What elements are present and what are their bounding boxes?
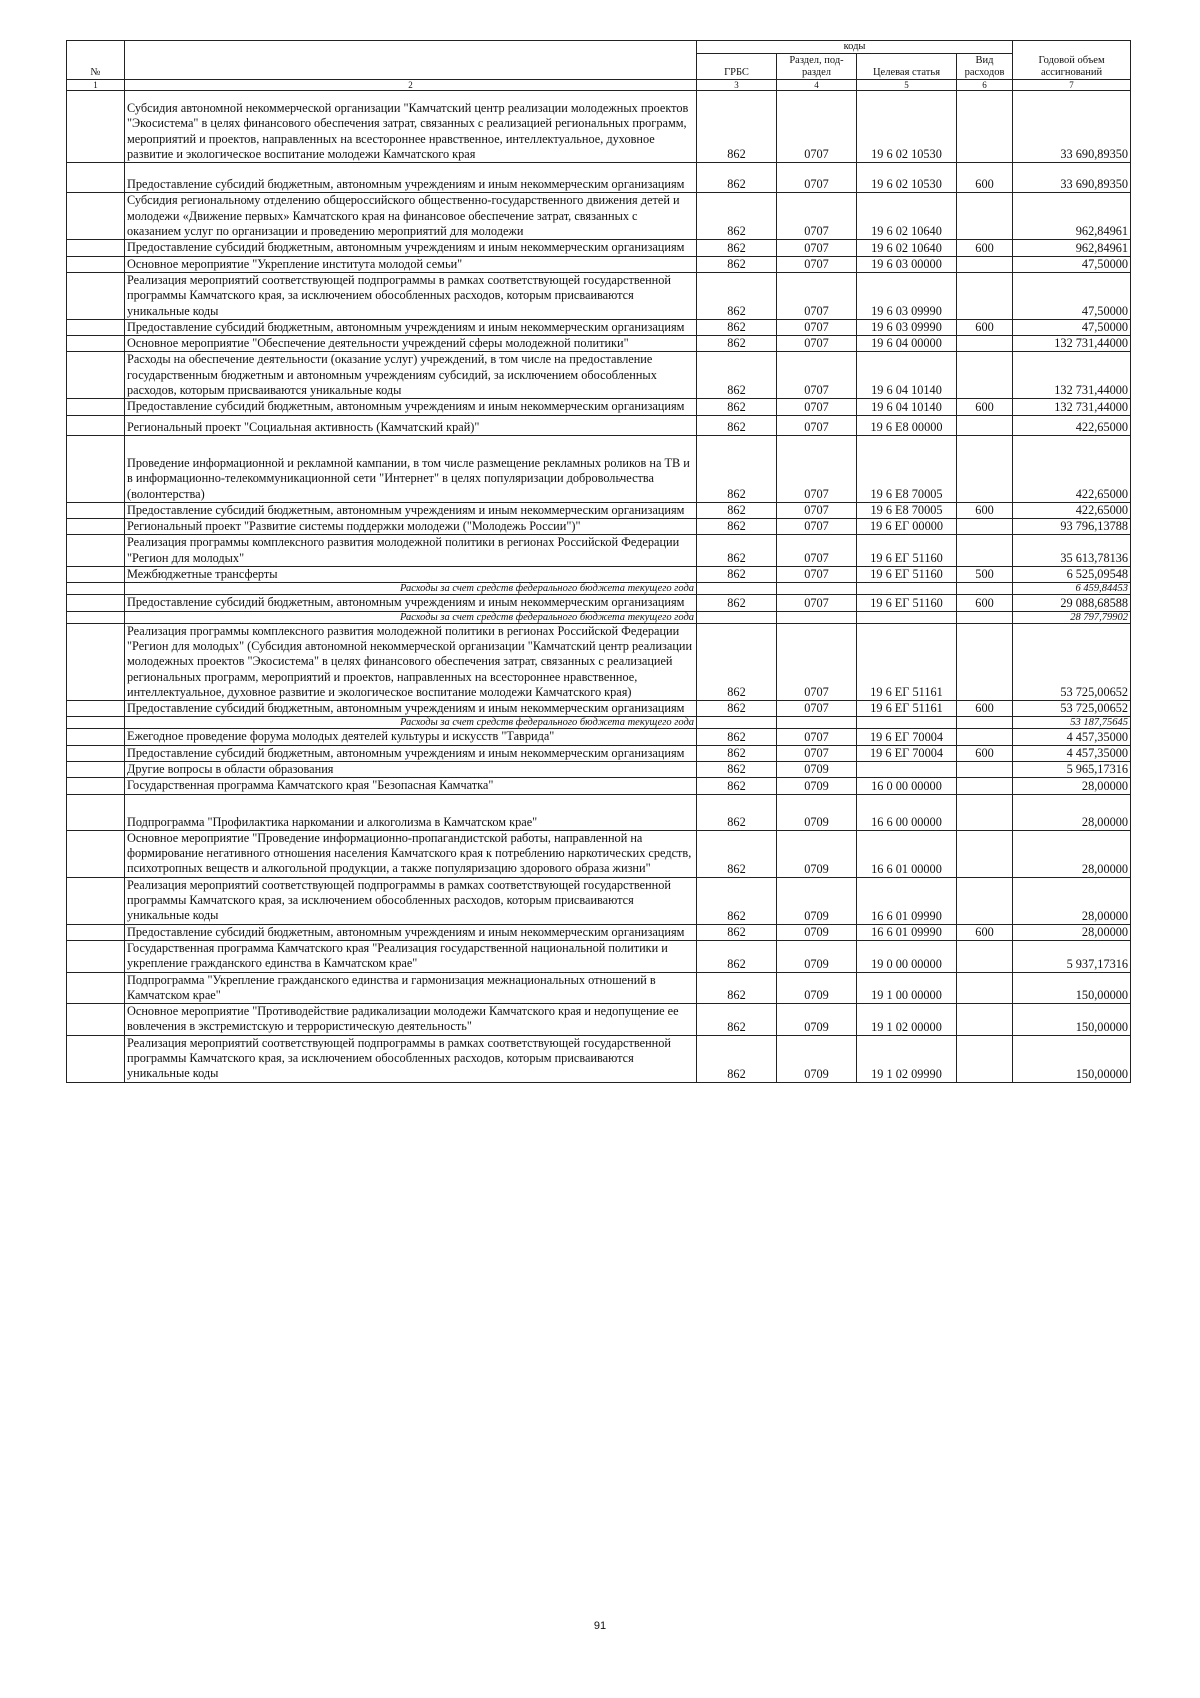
- row-num-cell: [67, 415, 125, 435]
- annual-amount: 33 690,89350: [1013, 91, 1131, 163]
- kind-code: [957, 193, 1013, 240]
- expense-name: Государственная программа Камчатского края "Реализация государственной национальной политики и укрепление гражданского единства в Камчатском крае": [125, 940, 697, 972]
- section-code: 0707: [777, 91, 857, 163]
- expense-name: Основное мероприятие "Проведение информационно-пропагандистской работы, направленной на формирование негативного отношения населения Камчатского края к потреблению наркотических средств, психотропных веществ и алкогольной продукции, а также популяризацию здорового образа жизни": [125, 830, 697, 877]
- expense-name: Предоставление субсидий бюджетным, автономным учреждениям и иным некоммерческим организациям: [125, 240, 697, 256]
- table-row: [67, 972, 1131, 1004]
- target-code: 19 6 02 10530: [857, 163, 957, 193]
- grbs-code: 862: [697, 502, 777, 518]
- table-row: [67, 595, 1131, 611]
- row-num-cell: [67, 319, 125, 335]
- section-code: 0709: [777, 761, 857, 777]
- section-code: 0709: [777, 972, 857, 1004]
- target-code: 19 6 ЕГ 51160: [857, 595, 957, 611]
- expense-name: Межбюджетные трансферты: [125, 567, 697, 583]
- section-code: 0707: [777, 352, 857, 399]
- row-num-cell: [67, 352, 125, 399]
- header-name: [125, 41, 697, 80]
- expense-name: Ежегодное проведение форума молодых деятелей культуры и искусств "Таврида": [125, 729, 697, 745]
- row-num-cell: [67, 256, 125, 272]
- grbs-code: 862: [697, 240, 777, 256]
- header-num: №: [67, 41, 125, 80]
- section-cell: [777, 611, 857, 623]
- row-num-cell: [67, 399, 125, 415]
- table-body: [67, 91, 1131, 1083]
- target-code: 19 1 00 00000: [857, 972, 957, 1004]
- section-code: 0707: [777, 163, 857, 193]
- expense-name: Предоставление субсидий бюджетным, автономным учреждениям и иным некоммерческим организациям: [125, 745, 697, 761]
- grbs-code: 862: [697, 519, 777, 535]
- kind-code: [957, 1035, 1013, 1082]
- row-num-cell: [67, 519, 125, 535]
- federal-budget-note-row: [67, 717, 1131, 729]
- row-num-cell: [67, 535, 125, 567]
- target-code: 19 6 ЕГ 70004: [857, 745, 957, 761]
- section-code: 0707: [777, 435, 857, 502]
- row-num-cell: [67, 729, 125, 745]
- section-code: 0707: [777, 415, 857, 435]
- grbs-code: 862: [697, 415, 777, 435]
- annual-amount: 33 690,89350: [1013, 163, 1131, 193]
- header-section: Раздел, под-раздел: [777, 54, 857, 80]
- row-num-cell: [67, 717, 125, 729]
- section-cell: [777, 583, 857, 595]
- table-header: [67, 41, 1131, 91]
- grbs-code: 862: [697, 778, 777, 794]
- annual-amount: 28,00000: [1013, 830, 1131, 877]
- row-num-cell: [67, 701, 125, 717]
- kind-cell: [957, 583, 1013, 595]
- grbs-code: 862: [697, 729, 777, 745]
- grbs-code: 862: [697, 91, 777, 163]
- page-number: 91: [593, 1620, 607, 1632]
- annual-amount: 35 613,78136: [1013, 535, 1131, 567]
- kind-code: [957, 415, 1013, 435]
- section-code: 0709: [777, 877, 857, 924]
- table-row: [67, 399, 1131, 415]
- grbs-code: 862: [697, 761, 777, 777]
- expense-name: Предоставление субсидий бюджетным, автономным учреждениям и иным некоммерческим организациям: [125, 595, 697, 611]
- target-code: 19 1 02 00000: [857, 1004, 957, 1036]
- expense-name: Реализация программы комплексного развития молодежной политики в регионах Российской Федерации "Регион для молодых" (Субсидия автономной некоммерческой организации "Камчатский центр реализации молодежных проектов "Экосистема" в целях финансового обеспечения затрат, связанных с реализацией региональных программ, мероприятий и проектов, направленных на всестороннее нравственное, интеллектуальное, духовное развитие и экологическое воспитание молодежи Камчатского края): [125, 623, 697, 700]
- expense-name: Предоставление субсидий бюджетным, автономным учреждениям и иным некоммерческим организациям: [125, 163, 697, 193]
- kind-code: [957, 794, 1013, 830]
- annual-amount: 28,00000: [1013, 877, 1131, 924]
- grbs-code: 862: [697, 256, 777, 272]
- annual-amount: 962,84961: [1013, 240, 1131, 256]
- annual-amount: 6 525,09548: [1013, 567, 1131, 583]
- section-code: 0709: [777, 1035, 857, 1082]
- annual-amount: 150,00000: [1013, 1004, 1131, 1036]
- grbs-code: 862: [697, 193, 777, 240]
- section-code: 0707: [777, 745, 857, 761]
- col-number: 7: [1013, 80, 1131, 91]
- row-num-cell: [67, 336, 125, 352]
- row-num-cell: [67, 193, 125, 240]
- target-code: 19 6 ЕГ 51161: [857, 623, 957, 700]
- target-code: 19 6 ЕГ 51160: [857, 535, 957, 567]
- expense-name: Реализация программы комплексного развития молодежной политики в регионах Российской Федерации "Регион для молодых": [125, 535, 697, 567]
- row-num-cell: [67, 972, 125, 1004]
- target-code: 19 6 04 10140: [857, 399, 957, 415]
- annual-amount: 422,65000: [1013, 502, 1131, 518]
- table-row: [67, 924, 1131, 940]
- col-number: 3: [697, 80, 777, 91]
- table-row: [67, 336, 1131, 352]
- row-num-cell: [67, 1035, 125, 1082]
- expense-name: Предоставление субсидий бюджетным, автономным учреждениям и иным некоммерческим организациям: [125, 502, 697, 518]
- row-num-cell: [67, 502, 125, 518]
- kind-code: [957, 352, 1013, 399]
- col-number: 2: [125, 80, 697, 91]
- row-num-cell: [67, 435, 125, 502]
- grbs-code: 862: [697, 352, 777, 399]
- kind-cell: [957, 611, 1013, 623]
- annual-amount: 422,65000: [1013, 415, 1131, 435]
- table-row: [67, 729, 1131, 745]
- kind-code: [957, 729, 1013, 745]
- annual-amount: 962,84961: [1013, 193, 1131, 240]
- section-code: 0707: [777, 595, 857, 611]
- target-code: 16 6 01 09990: [857, 877, 957, 924]
- section-code: 0707: [777, 256, 857, 272]
- kind-code: [957, 623, 1013, 700]
- table-row: [67, 519, 1131, 535]
- kind-code: [957, 877, 1013, 924]
- section-code: 0707: [777, 272, 857, 319]
- expense-name: Государственная программа Камчатского края "Безопасная Камчатка": [125, 778, 697, 794]
- grbs-code: 862: [697, 924, 777, 940]
- annual-amount: 5 937,17316: [1013, 940, 1131, 972]
- table-row: [67, 701, 1131, 717]
- section-code: 0707: [777, 336, 857, 352]
- expense-name: Региональный проект "Развитие системы поддержки молодежи ("Молодежь России")": [125, 519, 697, 535]
- section-code: 0707: [777, 729, 857, 745]
- annual-amount: 53 725,00652: [1013, 623, 1131, 700]
- expense-name: Основное мероприятие "Противодействие радикализации молодежи Камчатского края и недопущение ее вовлечения в экстремистскую и террористическую деятельность": [125, 1004, 697, 1036]
- grbs-code: 862: [697, 877, 777, 924]
- annual-amount: 150,00000: [1013, 972, 1131, 1004]
- col-number: 4: [777, 80, 857, 91]
- row-num-cell: [67, 940, 125, 972]
- annual-amount: 47,50000: [1013, 272, 1131, 319]
- row-num-cell: [67, 1004, 125, 1036]
- col-number: 5: [857, 80, 957, 91]
- kind-code: [957, 519, 1013, 535]
- expense-name: Основное мероприятие "Обеспечение деятельности учреждений сферы молодежной политики": [125, 336, 697, 352]
- expense-name: Другие вопросы в области образования: [125, 761, 697, 777]
- target-code: 16 6 01 00000: [857, 830, 957, 877]
- note-text: Расходы за счет средств федерального бюджета текущего года: [125, 583, 697, 595]
- section-code: 0707: [777, 519, 857, 535]
- target-code: 16 6 00 00000: [857, 794, 957, 830]
- expense-name: Проведение информационной и рекламной кампании, в том числе размещение рекламных роликов на ТВ и в информационно-телекоммуникационной сети "Интернет" в целях популяризации добровольчества (волонтерства): [125, 435, 697, 502]
- section-code: 0707: [777, 319, 857, 335]
- grbs-code: 862: [697, 272, 777, 319]
- expense-name: Основное мероприятие "Укрепление института молодой семьи": [125, 256, 697, 272]
- row-num-cell: [67, 163, 125, 193]
- kind-cell: [957, 717, 1013, 729]
- col-number: 6: [957, 80, 1013, 91]
- table-row: [67, 240, 1131, 256]
- note-amount: 53 187,75645: [1013, 717, 1131, 729]
- table-row: [67, 502, 1131, 518]
- grbs-code: 862: [697, 794, 777, 830]
- table-row: [67, 567, 1131, 583]
- header-kind: Вид расходов: [957, 54, 1013, 80]
- grbs-code: 862: [697, 567, 777, 583]
- row-num-cell: [67, 877, 125, 924]
- grbs-code: 862: [697, 1004, 777, 1036]
- table-row: [67, 91, 1131, 163]
- grbs-code: 862: [697, 623, 777, 700]
- federal-budget-note-row: [67, 583, 1131, 595]
- target-code: 19 6 Е8 70005: [857, 435, 957, 502]
- row-num-cell: [67, 595, 125, 611]
- target-code: 19 6 ЕГ 70004: [857, 729, 957, 745]
- kind-code: [957, 91, 1013, 163]
- note-text: Расходы за счет средств федерального бюджета текущего года: [125, 611, 697, 623]
- section-cell: [777, 717, 857, 729]
- grbs-code: 862: [697, 830, 777, 877]
- table-row: [67, 830, 1131, 877]
- table-row: [67, 1004, 1131, 1036]
- section-code: 0709: [777, 830, 857, 877]
- kind-code: [957, 535, 1013, 567]
- target-code: 19 1 02 09990: [857, 1035, 957, 1082]
- grbs-code: 862: [697, 535, 777, 567]
- grbs-code: 862: [697, 435, 777, 502]
- annual-amount: 150,00000: [1013, 1035, 1131, 1082]
- section-code: 0709: [777, 1004, 857, 1036]
- annual-amount: 28,00000: [1013, 778, 1131, 794]
- section-code: 0709: [777, 924, 857, 940]
- kind-code: 600: [957, 319, 1013, 335]
- kind-code: [957, 830, 1013, 877]
- row-num-cell: [67, 611, 125, 623]
- kind-code: 600: [957, 502, 1013, 518]
- expense-name: Подпрограмма "Укрепление гражданского единства и гармонизация межнациональных отношений в Камчатском крае": [125, 972, 697, 1004]
- row-num-cell: [67, 567, 125, 583]
- expense-name: Субсидия автономной некоммерческой организации "Камчатский центр реализации молодежных проектов "Экосистема" в целях финансового обеспечения затрат, связанных с реализацией региональных программ, мероприятий и проектов, направленных на всестороннее нравственное, интеллектуальное, духовное развитие и экологическое воспитание молодежи Камчатского края: [125, 91, 697, 163]
- row-num-cell: [67, 583, 125, 595]
- table-row: [67, 535, 1131, 567]
- target-code: 19 0 00 00000: [857, 940, 957, 972]
- grbs-cell: [697, 717, 777, 729]
- row-num-cell: [67, 924, 125, 940]
- annual-amount: 29 088,68588: [1013, 595, 1131, 611]
- grbs-code: 862: [697, 701, 777, 717]
- table-row: [67, 794, 1131, 830]
- table-row: [67, 745, 1131, 761]
- target-code: [857, 761, 957, 777]
- row-num-cell: [67, 623, 125, 700]
- col-number: 1: [67, 80, 125, 91]
- section-code: 0709: [777, 940, 857, 972]
- kind-code: [957, 336, 1013, 352]
- expense-name: Расходы на обеспечение деятельности (оказание услуг) учреждений, в том числе на предоставление государственным бюджетным и автономным учреждениям субсидий, за исключением обособленных расходов, которым присваиваются уникальные коды: [125, 352, 697, 399]
- target-code: 19 6 ЕГ 51161: [857, 701, 957, 717]
- table-row: [67, 940, 1131, 972]
- column-number-row: [67, 80, 1131, 91]
- grbs-cell: [697, 611, 777, 623]
- section-code: 0707: [777, 502, 857, 518]
- budget-table: [66, 40, 1131, 1083]
- kind-code: [957, 256, 1013, 272]
- table-row: [67, 415, 1131, 435]
- expense-name: Подпрограмма "Профилактика наркомании и алкоголизма в Камчатском крае": [125, 794, 697, 830]
- annual-amount: 4 457,35000: [1013, 729, 1131, 745]
- header-target: Целевая статья: [857, 54, 957, 80]
- target-code: 16 6 01 09990: [857, 924, 957, 940]
- section-code: 0707: [777, 193, 857, 240]
- target-code: 19 6 04 10140: [857, 352, 957, 399]
- grbs-code: 862: [697, 940, 777, 972]
- target-cell: [857, 611, 957, 623]
- grbs-code: 862: [697, 972, 777, 1004]
- expense-name: Субсидия региональному отделению общероссийского общественно-государственного движения детей и молодежи «Движение первых» Камчатского края на финансовое обеспечение затрат, связанных с оказанием услуг по организации и проведению мероприятий для молодежи: [125, 193, 697, 240]
- table-row: [67, 435, 1131, 502]
- note-text: Расходы за счет средств федерального бюджета текущего года: [125, 717, 697, 729]
- grbs-code: 862: [697, 336, 777, 352]
- kind-code: 600: [957, 240, 1013, 256]
- expense-name: Реализация мероприятий соответствующей подпрограммы в рамках соответствующей государственной программы Камчатского края, за исключением обособленных расходов, которым присваиваются уникальные коды: [125, 877, 697, 924]
- row-num-cell: [67, 91, 125, 163]
- header-codes: коды: [697, 41, 1013, 54]
- section-code: 0707: [777, 399, 857, 415]
- annual-amount: 93 796,13788: [1013, 519, 1131, 535]
- grbs-code: 862: [697, 399, 777, 415]
- federal-budget-note-row: [67, 611, 1131, 623]
- table-row: [67, 163, 1131, 193]
- kind-code: [957, 272, 1013, 319]
- target-cell: [857, 583, 957, 595]
- row-num-cell: [67, 761, 125, 777]
- kind-code: 600: [957, 163, 1013, 193]
- section-code: 0707: [777, 701, 857, 717]
- annual-amount: 422,65000: [1013, 435, 1131, 502]
- annual-amount: 132 731,44000: [1013, 399, 1131, 415]
- annual-amount: 28,00000: [1013, 924, 1131, 940]
- grbs-code: 862: [697, 319, 777, 335]
- table-row: [67, 1035, 1131, 1082]
- section-code: 0707: [777, 567, 857, 583]
- section-code: 0709: [777, 778, 857, 794]
- target-code: 19 6 ЕГ 51160: [857, 567, 957, 583]
- header-grbs: ГРБС: [697, 54, 777, 80]
- kind-code: 500: [957, 567, 1013, 583]
- section-code: 0707: [777, 623, 857, 700]
- section-code: 0707: [777, 535, 857, 567]
- table-row: [67, 352, 1131, 399]
- expense-name: Реализация мероприятий соответствующей подпрограммы в рамках соответствующей государственной программы Камчатского края, за исключением обособленных расходов, которым присваиваются уникальные коды: [125, 1035, 697, 1082]
- annual-amount: 4 457,35000: [1013, 745, 1131, 761]
- section-code: 0707: [777, 240, 857, 256]
- kind-code: 600: [957, 399, 1013, 415]
- kind-code: [957, 761, 1013, 777]
- kind-code: [957, 1004, 1013, 1036]
- section-code: 0709: [777, 794, 857, 830]
- grbs-cell: [697, 583, 777, 595]
- expense-name: Региональный проект "Социальная активность (Камчатский край)": [125, 415, 697, 435]
- note-amount: 6 459,84453: [1013, 583, 1131, 595]
- table-row: [67, 761, 1131, 777]
- kind-code: [957, 940, 1013, 972]
- table-row: [67, 256, 1131, 272]
- annual-amount: 47,50000: [1013, 256, 1131, 272]
- table-row: [67, 319, 1131, 335]
- kind-code: 600: [957, 595, 1013, 611]
- target-code: 19 6 03 09990: [857, 272, 957, 319]
- expense-name: Предоставление субсидий бюджетным, автономным учреждениям и иным некоммерческим организациям: [125, 701, 697, 717]
- expense-name: Предоставление субсидий бюджетным, автономным учреждениям и иным некоммерческим организациям: [125, 399, 697, 415]
- annual-amount: 47,50000: [1013, 319, 1131, 335]
- grbs-code: 862: [697, 745, 777, 761]
- table-row: [67, 778, 1131, 794]
- expense-name: Предоставление субсидий бюджетным, автономным учреждениям и иным некоммерческим организациям: [125, 924, 697, 940]
- target-code: 19 6 02 10530: [857, 91, 957, 163]
- target-code: 19 6 02 10640: [857, 240, 957, 256]
- expense-name: Предоставление субсидий бюджетным, автономным учреждениям и иным некоммерческим организациям: [125, 319, 697, 335]
- kind-code: [957, 972, 1013, 1004]
- grbs-code: 862: [697, 595, 777, 611]
- table-row: [67, 877, 1131, 924]
- target-cell: [857, 717, 957, 729]
- row-num-cell: [67, 794, 125, 830]
- grbs-code: 862: [697, 1035, 777, 1082]
- annual-amount: 28,00000: [1013, 794, 1131, 830]
- target-code: 16 0 00 00000: [857, 778, 957, 794]
- row-num-cell: [67, 778, 125, 794]
- row-num-cell: [67, 745, 125, 761]
- kind-code: 600: [957, 701, 1013, 717]
- target-code: 19 6 03 09990: [857, 319, 957, 335]
- annual-amount: 132 731,44000: [1013, 336, 1131, 352]
- kind-code: [957, 778, 1013, 794]
- row-num-cell: [67, 272, 125, 319]
- grbs-code: 862: [697, 163, 777, 193]
- table-row: [67, 272, 1131, 319]
- annual-amount: 132 731,44000: [1013, 352, 1131, 399]
- row-num-cell: [67, 240, 125, 256]
- target-code: 19 6 04 00000: [857, 336, 957, 352]
- table-row: [67, 193, 1131, 240]
- kind-code: 600: [957, 745, 1013, 761]
- target-code: 19 6 Е8 70005: [857, 502, 957, 518]
- header-annual: Годовой объем ассигнований: [1013, 41, 1131, 80]
- note-amount: 28 797,79902: [1013, 611, 1131, 623]
- kind-code: 600: [957, 924, 1013, 940]
- kind-code: [957, 435, 1013, 502]
- expense-name: Реализация мероприятий соответствующей подпрограммы в рамках соответствующей государственной программы Камчатского края, за исключением обособленных расходов, которым присваиваются уникальные коды: [125, 272, 697, 319]
- row-num-cell: [67, 830, 125, 877]
- table-row: [67, 623, 1131, 700]
- target-code: 19 6 02 10640: [857, 193, 957, 240]
- target-code: 19 6 03 00000: [857, 256, 957, 272]
- target-code: 19 6 Е8 00000: [857, 415, 957, 435]
- annual-amount: 5 965,17316: [1013, 761, 1131, 777]
- target-code: 19 6 ЕГ 00000: [857, 519, 957, 535]
- annual-amount: 53 725,00652: [1013, 701, 1131, 717]
